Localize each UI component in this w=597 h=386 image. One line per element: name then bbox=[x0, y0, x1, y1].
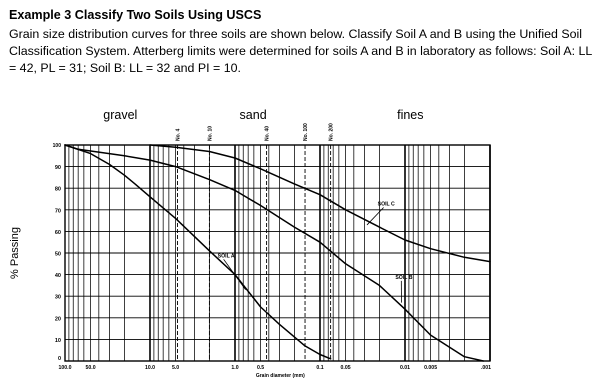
x-tick-label: 0.01 bbox=[399, 365, 411, 371]
y-tick-label-0: 0 bbox=[57, 356, 61, 362]
y-tick-label-100: 100 bbox=[52, 143, 61, 149]
region-label-fines: fines bbox=[397, 108, 424, 122]
region-label-sand: sand bbox=[239, 108, 267, 122]
sieve-label: No. 4 bbox=[175, 128, 182, 141]
x-tick-label: 0.5 bbox=[256, 365, 265, 371]
x-tick-label: 50.0 bbox=[85, 365, 96, 371]
x-tick-label: 10.0 bbox=[144, 365, 156, 371]
annotation-soil-c: SOIL C bbox=[377, 201, 395, 208]
y-axis-label: % Passing bbox=[9, 227, 21, 279]
x-tick-label: 100.0 bbox=[58, 365, 72, 371]
y-tick-label-20: 20 bbox=[54, 316, 61, 323]
x-tick-label: 0.05 bbox=[340, 365, 351, 371]
y-tick-label-10: 10 bbox=[54, 337, 61, 344]
region-labels bbox=[103, 108, 423, 122]
y-tick-label-60: 60 bbox=[54, 229, 61, 236]
sieve-label: No. 10 bbox=[207, 125, 214, 141]
x-tick-label: 0.005 bbox=[424, 365, 438, 371]
axis-text bbox=[9, 123, 491, 379]
y-tick-label-30: 30 bbox=[54, 294, 61, 301]
chart-grid bbox=[65, 145, 490, 361]
annotation-soil-b: SOIL B bbox=[395, 274, 413, 281]
y-tick-label-90: 90 bbox=[54, 165, 61, 172]
x-tick-label: 5.0 bbox=[171, 365, 180, 371]
x-tick-label: .001 bbox=[480, 365, 492, 371]
problem-statement: Grain size distribution curves for three soils are shown below. Classify Soil A and B using the Unified Soil Classification System. Atterberg limits were determined for soils A and B in laboratory as follows: Soil A: LL = 42, PL = 31; Soil B: LL = 32 and PI = 10. bbox=[9, 27, 592, 75]
y-tick-label-40: 40 bbox=[54, 273, 61, 280]
y-tick-label-70: 70 bbox=[54, 208, 61, 215]
annotation-soil-a: SOIL A bbox=[217, 253, 235, 260]
sieve-label: No. 200 bbox=[328, 123, 335, 141]
example-title: Example 3 Classify Two Soils Using USCS bbox=[9, 8, 262, 22]
sieve-label: No. 40 bbox=[264, 125, 271, 141]
region-label-gravel: gravel bbox=[103, 108, 138, 122]
sieve-label: No. 100 bbox=[303, 123, 310, 141]
x-tick-label: 1.0 bbox=[231, 365, 239, 371]
y-tick-label-80: 80 bbox=[54, 186, 61, 193]
x-axis-label: Grain diameter (mm) bbox=[255, 373, 305, 379]
y-tick-label-50: 50 bbox=[54, 251, 61, 258]
curve-soil-a bbox=[65, 145, 331, 359]
x-tick-label: 0.1 bbox=[316, 365, 324, 371]
